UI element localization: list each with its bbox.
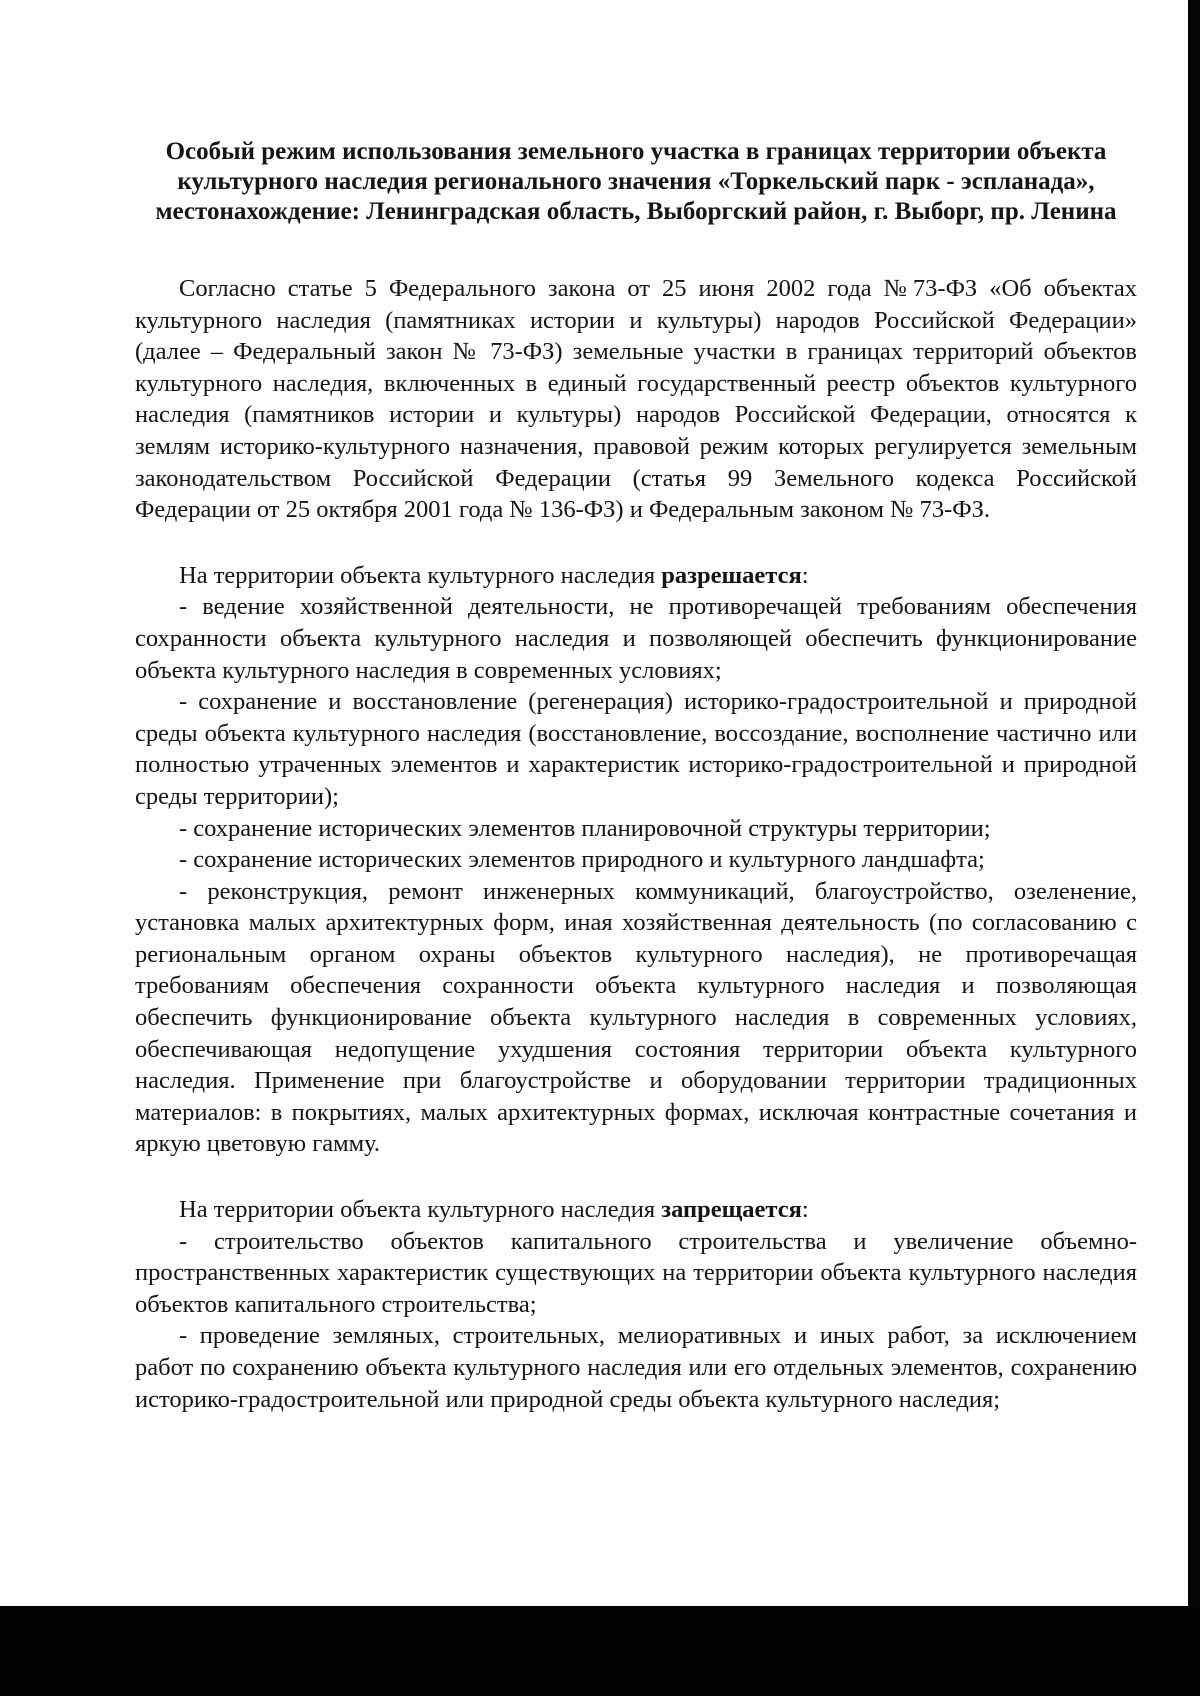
allowed-item: - реконструкция, ремонт инженерных коммуникаций, благоустройство, озеленение, установка малых архитектурных форм, иная хозяйственная деятельность (по согласованию с региональным органом охраны объектов культурного наследия), не противоречащая требованиям обеспечения сохранности объекта культурного наследия и позволяющая обеспечить функционирование объекта культурного наследия в современных условиях, обеспечивающая недопущение ухудшения состояния территории объекта культурного наследия. Применение при благоустройстве и оборудовании территории традиционных материалов: в покрытиях, малых архитектурных формах, исключая контрастные сочетания и яркую цветовую гамму.: [135, 877, 1137, 1158]
scan-right-edge: [1188, 0, 1200, 1606]
allowed-item: - сохранение исторических элементов природного и культурного ландшафта;: [179, 846, 985, 874]
forbidden-heading: [135, 1194, 1137, 1226]
allowed-item: - ведение хозяйственной деятельности, не противоречащей требованиям обеспечения сохранности объекта культурного наследия и позволяющей обеспечить функционирование объекта культурного наследия в современных условиях;: [135, 593, 1137, 684]
allowed-keyword: разрешается: [661, 561, 802, 589]
intro-paragraph: Согласно статье 5 Федерального закона от 25 июня 2002 года №73-ФЗ «Об объектах культурного наследия (памятниках истории и культуры) народов Российской Федерации» (далее – Федеральный закон № 73-ФЗ) земельные участки в границах территорий объектов культурного наследия, включенных в единый государственный реестр объектов культурного наследия (памятников истории и культуры) народов Российской Федерации, относятся к землям историко-культурного назначения, правовой режим которых регулируется земельным законодательством Российской Федерации (статья 99 Земельного кодекса Российской Федерации от 25 октября 2001 года № 136-ФЗ) и Федеральным законом № 73-ФЗ.: [135, 275, 1137, 524]
scan-bottom-band: [0, 1606, 1200, 1696]
forbidden-item: - строительство объектов капитального строительства и увеличение объемно-пространственных характеристик существующих на территории объекта культурного наследия объектов капитального строительства;: [135, 1227, 1137, 1318]
document-title: Особый режим использования земельного участка в границах территории объекта культурного наследия регионального значения «Торкельский парк - эспланада», местонахождение: Ленинградская область, Выборгский район, г. Выборг, пр. Ленина: [155, 138, 1117, 225]
forbidden-item: - проведение земляных, строительных, мелиоративных и иных работ, за исключением работ по сохранению объекта культурного наследия или его отдельных элементов, сохранению историко-градостроительной или природной среды объекта культурного наследия;: [135, 1322, 1137, 1413]
allowed-item: - сохранение и восстановление (регенерация) историко-градостроительной и природной среды объекта культурного наследия (восстановление, воссоздание, восполнение частично или полностью утраченных элементов и характеристик историко-градостроительной и природной среды территории);: [135, 688, 1137, 810]
allowed-heading: [135, 560, 1137, 592]
forbidden-keyword: запрещается: [661, 1196, 802, 1224]
allowed-heading-colon: :: [801, 561, 809, 589]
forbidden-heading-lead: На территории объекта культурного наследия: [179, 1196, 662, 1224]
allowed-heading-lead: На территории объекта культурного наследия: [179, 561, 662, 589]
forbidden-heading-colon: :: [801, 1196, 809, 1224]
allowed-item: - сохранение исторических элементов планировочной структуры территории;: [179, 814, 991, 842]
document-content: [135, 137, 1137, 1415]
